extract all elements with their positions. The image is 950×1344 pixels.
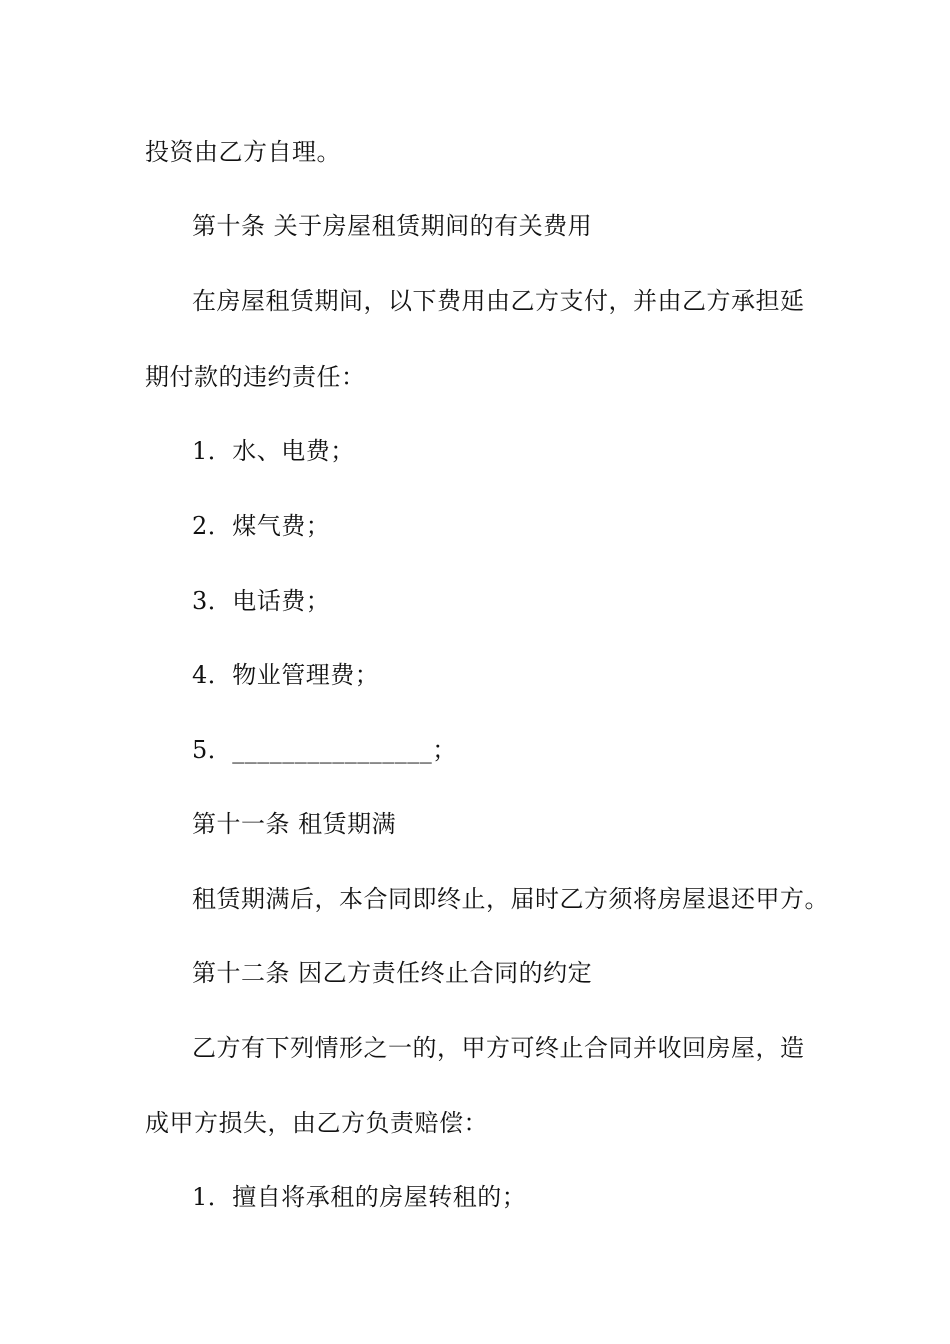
article-12-heading: 第十二条 因乙方责任终止合同的约定: [192, 959, 593, 987]
list-item: 2．煤气费；: [192, 512, 331, 540]
paragraph-line: 在房屋租赁期间，以下费用由乙方支付，并由乙方承担延: [192, 287, 805, 315]
paragraph-line: 租赁期满后，本合同即终止，届时乙方须将房屋退还甲方。: [192, 885, 829, 913]
paragraph-line: 期付款的违约责任：: [145, 363, 366, 391]
paragraph-line: 成甲方损失，由乙方负责赔偿：: [145, 1109, 488, 1137]
article-10-heading: 第十条 关于房屋租赁期间的有关费用: [192, 212, 593, 240]
list-item: 3．电话费；: [192, 587, 331, 615]
article-11-heading: 第十一条 租赁期满: [192, 810, 397, 838]
list-item: 1．水、电费；: [192, 437, 355, 465]
list-item: 1．擅自将承租的房屋转租的；: [192, 1183, 527, 1211]
paragraph-line: 投资由乙方自理。: [145, 138, 341, 166]
paragraph-line: 乙方有下列情形之一的，甲方可终止合同并收回房屋，造: [192, 1034, 805, 1062]
list-item-blank: 5．________________；: [192, 736, 457, 764]
list-item: 4．物业管理费；: [192, 661, 380, 689]
